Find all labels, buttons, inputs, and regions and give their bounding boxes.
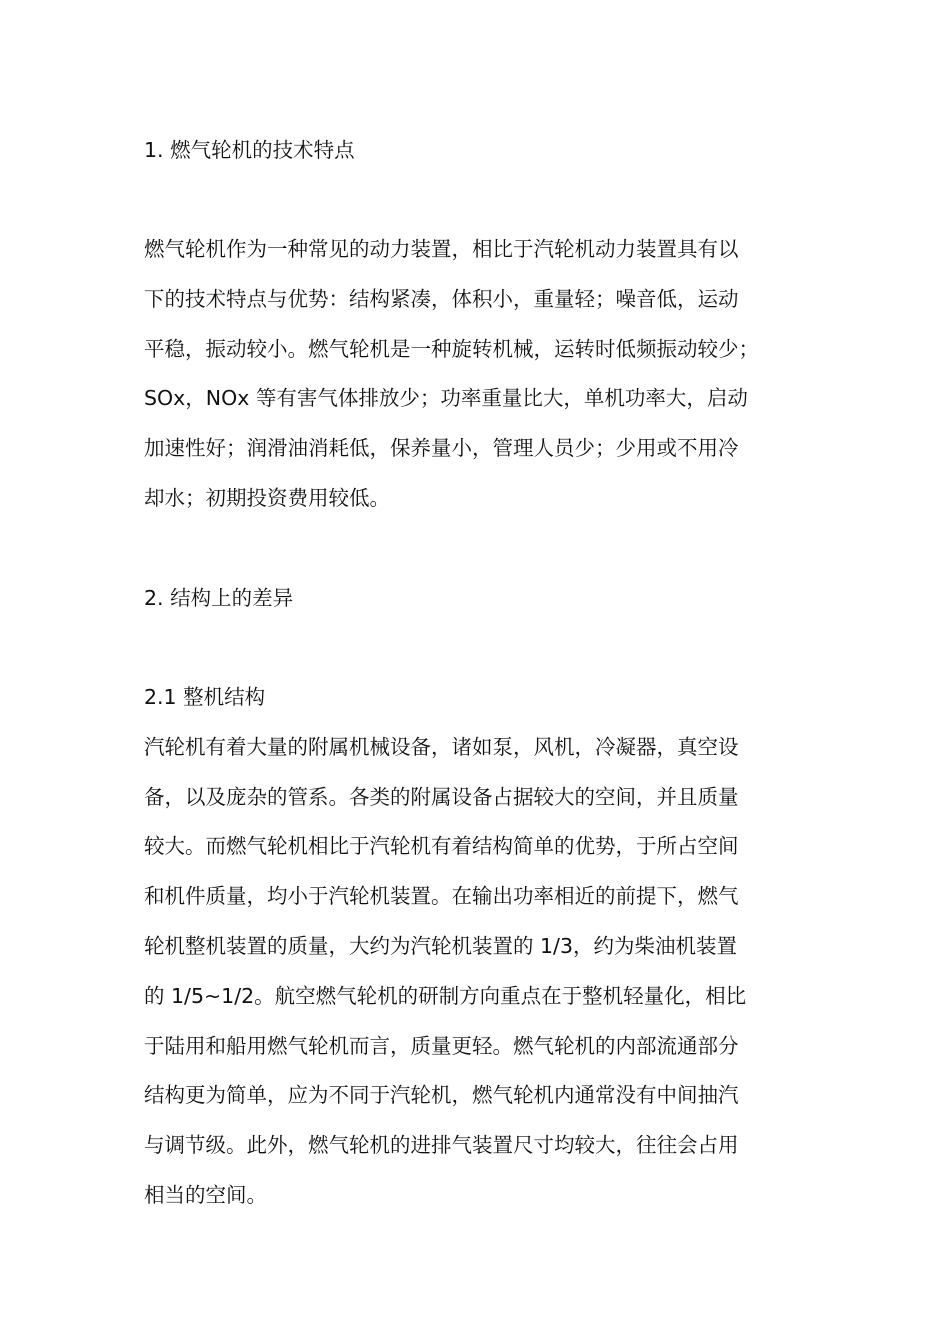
section-2-1-paragraph-line: 相当的空间。 (144, 1183, 267, 1207)
section-1-paragraph-line: SOx，NOx 等有害气体排放少；功率重量比大，单机功率大，启动 (144, 386, 748, 410)
section-1-paragraph-line: 平稳，振动较小。燃气轮机是一种旋转机械，运转时低频振动较少； (144, 337, 759, 361)
section-2-1-paragraph-line: 汽轮机有着大量的附属机械设备，诸如泵，风机，冷凝器，真空设 (144, 735, 739, 759)
section-2-heading: 2. 结构上的差异 (144, 586, 294, 610)
section-1-paragraph-line: 加速性好；润滑油消耗低，保养量小，管理人员少；少用或不用冷 (144, 436, 739, 460)
section-1-paragraph-line: 下的技术特点与优势：结构紧凑，体积小，重量轻；噪音低，运动 (144, 287, 739, 311)
section-2-1-paragraph-line: 与调节级。此外，燃气轮机的进排气装置尺寸均较大，往往会占用 (144, 1133, 739, 1157)
section-1-paragraph-line: 燃气轮机作为一种常见的动力装置，相比于汽轮机动力装置具有以 (144, 237, 739, 261)
section-2-1-paragraph-line: 备，以及庞杂的管系。各类的附属设备占据较大的空间，并且质量 (144, 785, 739, 809)
section-2-1-heading: 2.1 整机结构 (144, 685, 266, 709)
section-2-1-paragraph-line: 结构更为简单，应为不同于汽轮机，燃气轮机内通常没有中间抽汽 (144, 1083, 739, 1107)
section-2-1-paragraph-line: 轮机整机装置的质量，大约为汽轮机装置的 1/3，约为柴油机装置 (144, 934, 738, 958)
section-1-heading: 1. 燃气轮机的技术特点 (144, 138, 355, 162)
section-2-1-paragraph-line: 较大。而燃气轮机相比于汽轮机有着结构简单的优势，于所占空间 (144, 834, 739, 858)
section-2-1-paragraph-line: 的 1/5~1/2。航空燃气轮机的研制方向重点在于整机轻量化，相比 (144, 984, 747, 1008)
section-1-paragraph-line: 却水；初期投资费用较低。 (144, 486, 390, 510)
section-2-1-paragraph-line: 于陆用和船用燃气轮机而言，质量更轻。燃气轮机的内部流通部分 (144, 1034, 739, 1058)
section-2-1-paragraph-line: 和机件质量，均小于汽轮机装置。在输出功率相近的前提下，燃气 (144, 884, 739, 908)
